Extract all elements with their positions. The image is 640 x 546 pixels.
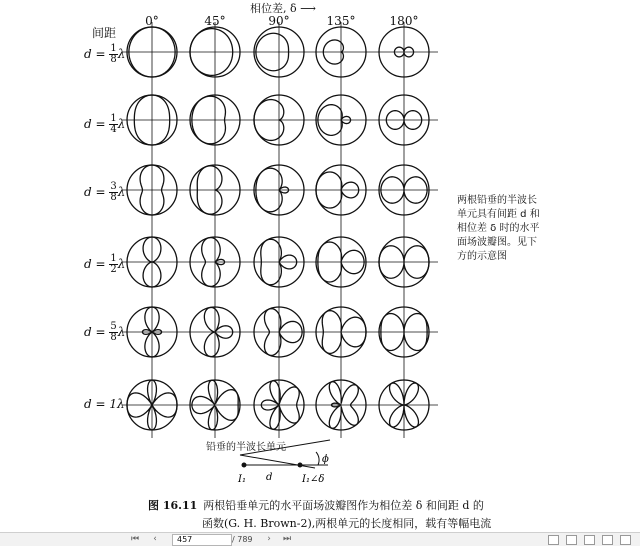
- viewer-toolbar: [0, 532, 640, 546]
- last-page-button[interactable]: ⏭: [282, 534, 292, 544]
- row-label-1-4: d = $\frac{1}{4}$ λ: [84, 113, 126, 135]
- element-right-dot: [298, 463, 303, 468]
- element-left-dot: [242, 463, 247, 468]
- first-page-button[interactable]: ⏮: [130, 534, 140, 544]
- caption-line-1: 两根铅垂单元的水平面场波瓣图作为相位差 δ 和间距 d 的: [203, 499, 484, 512]
- fit-page-icon[interactable]: [548, 535, 559, 545]
- inset-title: 铅垂的半波长单元: [206, 442, 286, 453]
- inset-ray-line: [240, 455, 315, 468]
- spacing-label: 间距: [92, 26, 117, 40]
- caption-number: 图 16.11: [148, 499, 198, 512]
- page-total: / 789: [232, 535, 253, 544]
- row-label-1: d = 1λ: [84, 397, 125, 411]
- pattern-grid: [122, 22, 438, 438]
- fit-width-icon[interactable]: [566, 535, 577, 545]
- row-label-1-8: d = $\frac{1}{8}$ λ: [84, 43, 126, 65]
- next-page-button[interactable]: ›: [267, 534, 271, 544]
- inset-angle-arc: [316, 452, 319, 465]
- zoom-icon[interactable]: [584, 535, 595, 545]
- row-label-1-2: d = $\frac{1}{2}$ λ: [84, 253, 126, 275]
- row-label-5-8: d = $\frac{5}{8}$ λ: [84, 321, 126, 343]
- inset-label-phi: ϕ: [322, 454, 329, 465]
- inset-label-i1-right: I₁∠δ: [302, 474, 325, 485]
- phase-column-180: 180°: [389, 14, 419, 28]
- rotate-icon[interactable]: [602, 535, 613, 545]
- phase-column-45: 45°: [204, 14, 226, 28]
- figure-caption: [148, 497, 508, 533]
- prev-page-button[interactable]: ‹: [153, 534, 157, 544]
- side-note: 两根铅垂的半波长 单元具有间距 d 和 相位差 δ 时的水平 面场波瓣图。见下 方的示意图: [457, 195, 540, 262]
- phase-column-90: 90°: [268, 14, 290, 28]
- row-label-3-8: d = $\frac{3}{8}$ λ: [84, 181, 126, 203]
- inset-label-d: d: [266, 472, 273, 483]
- page-number-input[interactable]: 457: [172, 534, 232, 546]
- inset-label-i1-left: I₁: [238, 474, 246, 485]
- caption-line-2: 函数(G. H. Brown-2),两根单元的长度相同，载有等幅电流: [202, 517, 492, 530]
- phase-column-0: 0°: [145, 14, 159, 28]
- phase-column-135: 135°: [326, 14, 356, 28]
- print-icon[interactable]: [620, 535, 631, 545]
- phase-axis-label: 相位差, δ ⟶: [250, 2, 316, 15]
